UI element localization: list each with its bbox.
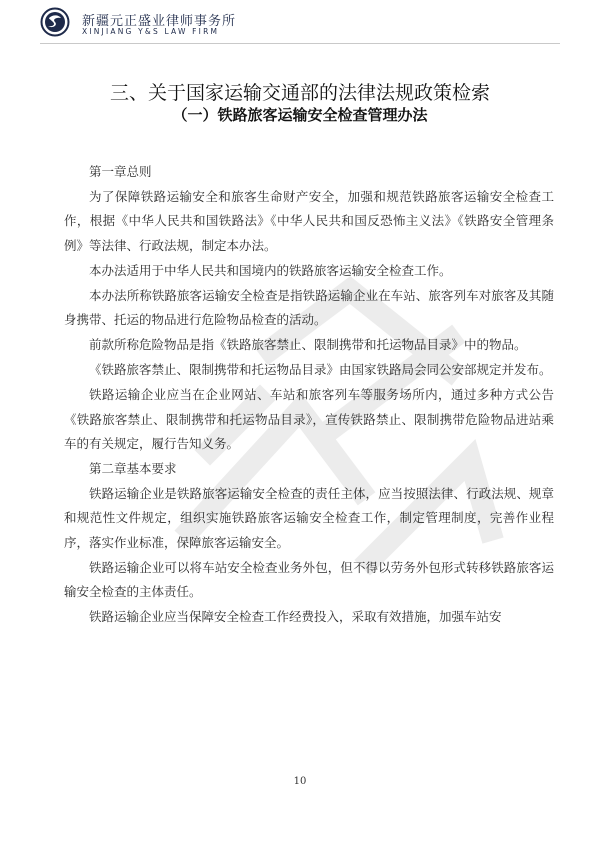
document-body: [64, 160, 554, 630]
page-header: [40, 6, 560, 40]
firm-logo-icon: [40, 7, 70, 37]
chapter-heading: 第二章基本要求: [89, 461, 177, 476]
paragraph: 铁路运输企业可以将车站安全检查业务外包，但不得以劳务外包形式转移铁路旅客运输安全检查的主体责任。: [64, 559, 554, 599]
firm-name-en: XINJIANG Y&S LAW FIRM: [82, 27, 220, 36]
paragraph: 铁路运输企业应当在企业网站、车站和旅客列车等服务场所内，通过多种方式公告《铁路旅客禁止、限制携带和托运物品目录》，宣传铁路禁止、限制携带危险物品进站乘车的有关规定，履行告知义务。: [64, 387, 554, 451]
page-number: 10: [293, 776, 307, 787]
paragraph: 本办法所称铁路旅客运输安全检查是指铁路运输企业在车站、旅客列车对旅客及其随身携带、托运的物品进行危险物品检查的活动。: [64, 287, 554, 327]
section-subtitle: （一）铁路旅客运输安全检查管理办法: [172, 106, 428, 124]
firm-name-cn: 新疆元正盛业律师事务所: [82, 14, 237, 29]
paragraph: 铁路运输企业是铁路旅客运输安全检查的责任主体，应当按照法律、行政法规、规章和规范性文件规定，组织实施铁路旅客运输安全检查工作，制定管理制度，完善作业程序，落实作业标准，保障旅客运输安全。: [64, 485, 554, 550]
paragraph: 《铁路旅客禁止、限制携带和托运物品目录》由国家铁路局会同公安部规定并发布。: [89, 362, 552, 377]
header-divider: [40, 43, 560, 44]
paragraph: 本办法适用于中华人民共和国境内的铁路旅客运输安全检查工作。: [89, 262, 452, 278]
paragraph: 铁路运输企业应当保障安全检查工作经费投入，采取有效措施，加强车站安: [89, 609, 502, 624]
section-title: 三、关于国家运输交通部的法律法规政策检索: [109, 82, 490, 104]
chapter-heading: 第一章总则: [89, 164, 152, 179]
paragraph: 前款所称危险物品是指《铁路旅客禁止、限制携带和托运物品目录》中的物品。: [89, 337, 527, 352]
paragraph: 为了保障铁路运输安全和旅客生命财产安全，加强和规范铁路旅客运输安全检查工作，根据《中华人民共和国铁路法》《中华人民共和国反恐怖主义法》《铁路安全管理条例》等法律、行政法规，制定本办法。: [64, 188, 554, 253]
